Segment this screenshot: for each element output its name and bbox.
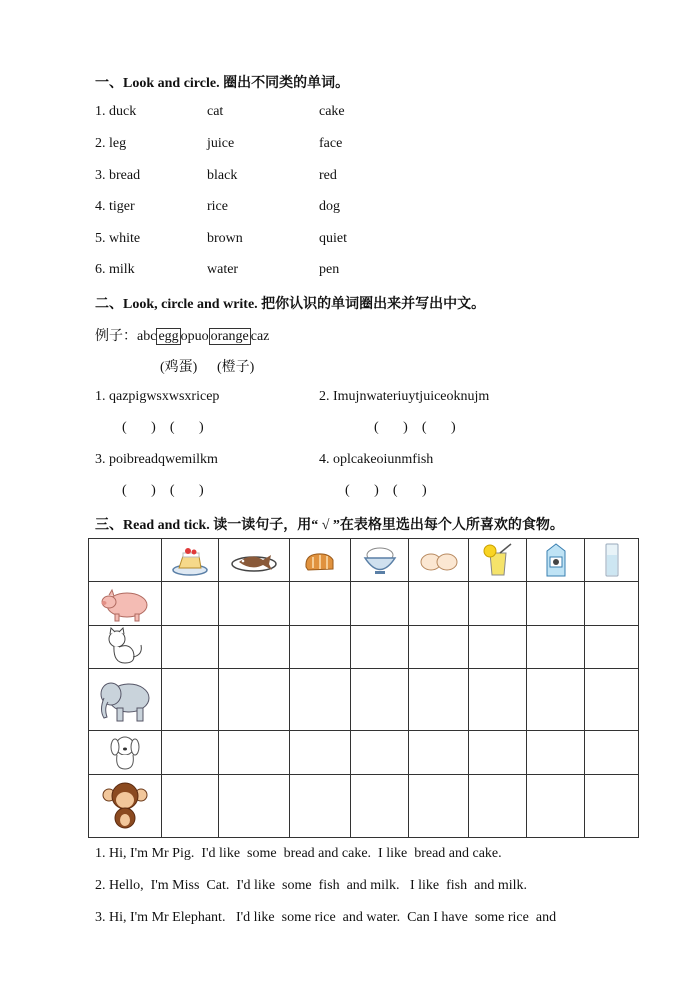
- s1-row2-col3: face: [319, 136, 343, 151]
- dog-icon: [103, 733, 147, 773]
- tick-cell[interactable]: [585, 731, 639, 775]
- s2-item3: 3. poibreadqwemilkm: [95, 452, 218, 467]
- animal-cell-monkey: [89, 775, 162, 838]
- bread-icon: [300, 545, 340, 575]
- s1-row4-col2: rice: [207, 199, 228, 214]
- tick-cell[interactable]: [290, 731, 351, 775]
- s1-row1-col1: 1. duck: [95, 104, 137, 119]
- s2-item2-blank: ( ) ( ): [374, 420, 456, 435]
- s1-row5-col3: quiet: [319, 231, 347, 246]
- example-line: [95, 325, 269, 345]
- s1-row3-col2: black: [207, 168, 238, 183]
- s1-row2-col2: juice: [207, 136, 235, 151]
- animal-cell-elephant: [89, 669, 162, 731]
- food-header-juice: [469, 539, 527, 582]
- section3-title: 三、Read and tick. 读一读句子，用“ √ ”在表格里选出每个人所喜欢的食物。: [95, 518, 564, 533]
- tick-cell[interactable]: [290, 582, 351, 626]
- tick-cell[interactable]: [469, 731, 527, 775]
- example-seg2: opuo: [180, 329, 209, 344]
- s1-row4-col1: 4. tiger: [95, 199, 135, 214]
- tick-cell[interactable]: [219, 775, 290, 838]
- tick-cell[interactable]: [219, 731, 290, 775]
- tick-cell[interactable]: [409, 626, 469, 669]
- milk-icon: [539, 541, 573, 579]
- food-header-egg: [409, 539, 469, 582]
- example-orange-box: orange: [210, 329, 249, 344]
- s1-row4-col3: dog: [319, 199, 340, 214]
- animal-cell-dog: [89, 731, 162, 775]
- sentence-3: 3. Hi, I'm Mr Elephant. I'd like some rice and water. Can I have some rice and: [95, 910, 557, 925]
- s1-row3-col3: red: [319, 168, 337, 183]
- food-tick-table: [88, 538, 639, 838]
- tick-cell[interactable]: [162, 775, 219, 838]
- s2-item4: 4. oplcakeoiunmfish: [319, 452, 434, 467]
- animal-cell-pig: [89, 582, 162, 626]
- tick-cell[interactable]: [351, 626, 409, 669]
- tick-cell[interactable]: [469, 775, 527, 838]
- tick-cell[interactable]: [290, 669, 351, 731]
- egg-icon: [417, 545, 461, 575]
- tick-cell[interactable]: [409, 582, 469, 626]
- food-header-fish: [219, 539, 290, 582]
- section1-title: 一、Look and circle. 圈出不同类的单词。: [95, 76, 350, 91]
- s2-item1: 1. qazpigwsxwsxricep: [95, 389, 220, 404]
- tick-cell[interactable]: [290, 626, 351, 669]
- table-header-row: [89, 539, 639, 582]
- section2-title: 二、Look, circle and write. 把你认识的单词圈出来并写出中文。: [95, 297, 486, 312]
- food-header-rice: [351, 539, 409, 582]
- s2-item1-blank: ( ) ( ): [122, 420, 204, 435]
- food-header-milk: [527, 539, 585, 582]
- food-header-water: [585, 539, 639, 582]
- juice-icon: [478, 541, 518, 579]
- sentence-2: 2. Hello, I'm Miss Cat. I'd like some fish and milk. I like fish and milk.: [95, 878, 528, 893]
- tick-cell[interactable]: [351, 731, 409, 775]
- table-row-cat: [89, 626, 639, 669]
- tick-cell[interactable]: [469, 669, 527, 731]
- tick-cell[interactable]: [351, 775, 409, 838]
- tick-cell[interactable]: [585, 582, 639, 626]
- tick-cell[interactable]: [527, 669, 585, 731]
- s1-row6-col3: pen: [319, 262, 340, 277]
- s1-row2-col1: 2. leg: [95, 136, 127, 151]
- s2-item3-blank: ( ) ( ): [122, 483, 204, 498]
- tick-cell[interactable]: [162, 626, 219, 669]
- tick-cell[interactable]: [219, 669, 290, 731]
- tick-cell[interactable]: [351, 669, 409, 731]
- s2-item2: 2. Imujnwateriuytjuiceoknujm: [319, 389, 490, 404]
- pig-icon: [97, 585, 153, 623]
- tick-cell[interactable]: [409, 669, 469, 731]
- sentence-1: 1. Hi, I'm Mr Pig. I'd like some bread and cake. I like bread and cake.: [95, 846, 502, 861]
- s1-row1-col3: cake: [319, 104, 345, 119]
- example-cn-orange: (橙子): [217, 360, 255, 375]
- animal-cell-cat: [89, 626, 162, 669]
- s1-row6-col1: 6. milk: [95, 262, 135, 277]
- rice-icon: [361, 543, 399, 577]
- s1-row5-col1: 5. white: [95, 231, 141, 246]
- tick-cell[interactable]: [585, 669, 639, 731]
- tick-cell[interactable]: [469, 582, 527, 626]
- food-header-cake: [162, 539, 219, 582]
- tick-cell[interactable]: [290, 775, 351, 838]
- tick-cell[interactable]: [409, 775, 469, 838]
- example-seg3: caz: [250, 329, 270, 344]
- example-seg1: abc: [137, 329, 157, 344]
- tick-cell[interactable]: [219, 582, 290, 626]
- tick-cell[interactable]: [409, 731, 469, 775]
- tick-cell[interactable]: [469, 626, 527, 669]
- s1-row3-col1: 3. bread: [95, 168, 141, 183]
- tick-cell[interactable]: [527, 731, 585, 775]
- example-cn-egg: (鸡蛋): [160, 360, 198, 375]
- cake-icon: [170, 543, 210, 577]
- table-row-monkey: [89, 775, 639, 838]
- corner-cell: [89, 539, 162, 582]
- elephant-icon: [95, 674, 155, 726]
- s1-row5-col2: brown: [207, 231, 243, 246]
- tick-cell[interactable]: [585, 775, 639, 838]
- cat-icon: [103, 627, 147, 667]
- example-egg-box: egg: [158, 329, 179, 344]
- tick-cell[interactable]: [162, 731, 219, 775]
- tick-cell[interactable]: [585, 626, 639, 669]
- fish-icon: [229, 545, 279, 575]
- tick-cell[interactable]: [351, 582, 409, 626]
- tick-cell[interactable]: [527, 582, 585, 626]
- tick-cell[interactable]: [527, 626, 585, 669]
- monkey-icon: [100, 780, 150, 832]
- tick-cell[interactable]: [162, 669, 219, 731]
- s2-item4-blank: ( ) ( ): [345, 483, 427, 498]
- s1-row6-col2: water: [207, 262, 239, 277]
- table-row-pig: [89, 582, 639, 626]
- s1-row1-col2: cat: [207, 104, 224, 119]
- food-header-bread: [290, 539, 351, 582]
- tick-cell[interactable]: [219, 626, 290, 669]
- table-row-dog: [89, 731, 639, 775]
- tick-cell[interactable]: [162, 582, 219, 626]
- example-label: 例子：: [95, 329, 137, 344]
- tick-cell[interactable]: [527, 775, 585, 838]
- table-row-elephant: [89, 669, 639, 731]
- water-icon: [600, 541, 624, 579]
